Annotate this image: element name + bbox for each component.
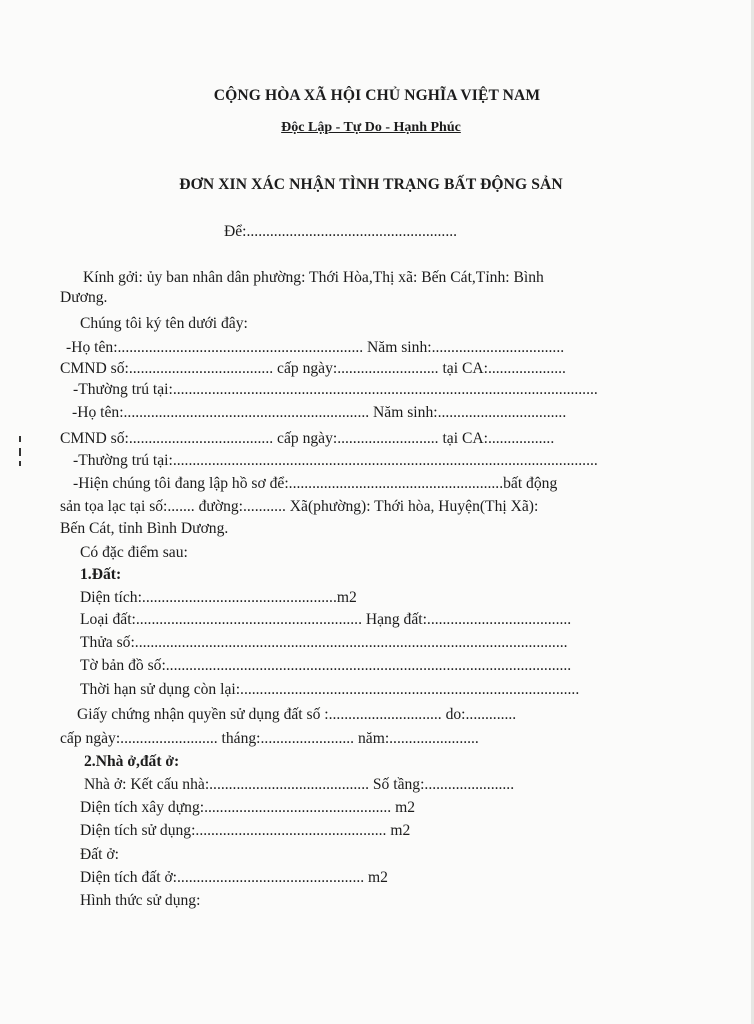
- signatories-intro: Chúng tôi ký tên dưới đây:: [80, 315, 248, 332]
- scan-mark: [19, 461, 21, 466]
- purpose-line: Để:......................................................: [224, 223, 458, 240]
- property-location-line: sản tọa lạc tại số:....... đường:........... Xã(phường): Thới hòa, Huyện(Thị Xã):: [60, 498, 539, 515]
- residential-land-heading: Đất ở:: [80, 846, 119, 863]
- map-sheet-line: Tờ bản đồ số:........................................................................................................: [80, 657, 572, 674]
- person2-residence-line: -Thường trú tại:.............................................................................................................: [73, 452, 598, 469]
- purpose-dossier-line: -Hiện chúng tôi đang lập hồ sơ để:.......................................................bất động: [73, 475, 558, 492]
- motto: Độc Lập - Tự Do - Hạnh Phúc: [281, 120, 461, 135]
- parcel-number-line: Thửa số:...............................................................................................................: [80, 634, 568, 651]
- usage-form-line: Hình thức sử dụng:: [80, 892, 201, 909]
- usable-area-line: Diện tích sử dụng:................................................. m2: [80, 822, 411, 839]
- document-title: ĐƠN XIN XÁC NHẬN TÌNH TRẠNG BẤT ĐỘNG SẢN: [179, 176, 563, 193]
- characteristics-intro: Có đặc điểm sau:: [80, 544, 188, 561]
- person2-name-line: -Họ tên:............................................................... Năm sinh:.................................: [72, 404, 567, 421]
- person1-id-line: CMND số:..................................... cấp ngày:.......................... tại CA:....................: [60, 360, 566, 377]
- person2-id-line: CMND số:..................................... cấp ngày:.......................... tại CA:.................: [60, 430, 555, 447]
- land-area-line: Diện tích:..................................................m2: [80, 589, 357, 606]
- certificate-line: Giấy chứng nhận quyền sử dụng đất số :............................. do:.............: [77, 706, 517, 723]
- addressee-line-cont: Dương.: [60, 289, 108, 306]
- house-structure-line: Nhà ở: Kết cấu nhà:......................................... Số tầng:.......................: [84, 776, 515, 793]
- person1-name-line: -Họ tên:............................................................... Năm sinh:..................................: [66, 339, 565, 356]
- scan-mark: [19, 448, 21, 456]
- person1-residence-line: -Thường trú tại:.............................................................................................................: [73, 381, 598, 398]
- property-location-cont: Bến Cát, tỉnh Bình Dương.: [60, 520, 229, 537]
- country-heading: CỘNG HÒA XÃ HỘI CHỦ NGHĨA VIỆT NAM: [213, 87, 541, 104]
- section-land-heading: 1.Đất:: [80, 566, 122, 583]
- remaining-term-line: Thời hạn sử dụng còn lại:.......................................................................................: [80, 681, 580, 698]
- residential-land-area-line: Diện tích đất ở:................................................ m2: [80, 869, 388, 886]
- construction-area-line: Diện tích xây dựng:................................................ m2: [80, 799, 416, 816]
- addressee-line: Kính gởi: ủy ban nhân dân phường: Thới Hòa,Thị xã: Bến Cát,Tỉnh: Bình: [83, 269, 544, 286]
- land-type-line: Loại đất:.......................................................... Hạng đất:.....................................: [80, 611, 572, 628]
- section-house-heading: 2.Nhà ở,đất ở:: [84, 753, 180, 770]
- issue-date-line: cấp ngày:......................... tháng:........................ năm:.......................: [60, 730, 479, 747]
- scan-mark: [19, 436, 21, 442]
